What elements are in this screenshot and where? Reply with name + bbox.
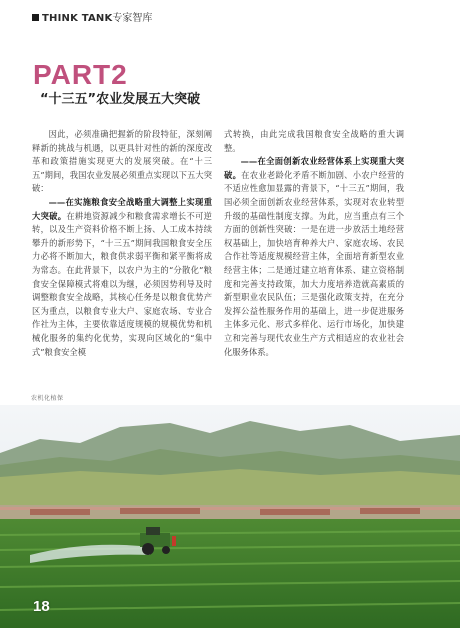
paragraph: 式转换，由此完成我国粮食安全战略的重大调整。: [224, 129, 404, 153]
section-name-cn: 专家智库: [112, 13, 153, 24]
part-heading: PART2: [33, 59, 128, 90]
paragraph-body: 在耕地资源减少和粮食需求增长不可逆转，以及生产资料价格不断上扬、人工成本持续攀升的新形势下，“十三五”期间我国粮食安全压力必将不断加大，粮食供求弱平衡和紧平衡将成为常态。在此背景下，以农户为主的“分散化”粮食安全保障模式将难以为继，必须因势利导及时调整粮食安全战略，其核心任务是以粮食优势产区为重点，以粮食专业大户、家庭农场、专业合作社为主体，主要依靠适度规模的规模优势和机械化服务的集约化优势，实现向区域化的“集中式”粮食安全模: [32, 210, 212, 357]
section-name-en: THINK TANK: [42, 13, 113, 24]
left-column: [32, 128, 212, 359]
paragraph-body: 在农业老龄化矛盾不断加剧、小农户经营的不适应性愈加显露的背景下，“十三五”期间，我国必须全面创新农业经营体系，实现对农业转型升级的基础性制度支撑。为此，应当重点有三个方面的创新性突破：一是在进一步放活土地经营权基础上，加快培育种养大户、家庭农场、农民合作社等适度规模经营主体，全面培育新型农业经营主体；二是通过建立培育体系、建立资格制度和完善支持政策，加大力度培养造就高素质的新型职业农民队伍；三是强化政策支持，在充分发挥公益性服务作用的基础上，进一步促进服务主体多元化、形式多样化、运行市场化，加快建立和完善与现代农业生产方式相适应的农业社会化服务体系。: [224, 169, 404, 357]
farm-photo: [0, 405, 460, 628]
paragraph-lead: ——在全面创新农业经营体系上实现重大突破。: [224, 156, 404, 180]
page-number: 18: [33, 598, 50, 615]
paragraph: [224, 155, 404, 359]
article-subtitle: “十三五”农业发展五大突破: [40, 92, 201, 107]
section-header: [32, 13, 152, 25]
square-bullet-icon: [32, 14, 39, 21]
farm-landscape-image: [0, 405, 460, 628]
paragraph: [32, 196, 212, 359]
photo-caption: 农机化植保: [31, 395, 64, 402]
right-column: [224, 128, 404, 359]
paragraph-lead: ——在实施粮食安全战略重大调整上实现重大突破。: [32, 196, 212, 221]
paragraph: 因此，必须准确把握新的阶段特征，深刻阐释新的挑战与机遇，以更具针对性的新的深度改革和政策措施实现更大的发展突破。在“十三五”期间，我国农业发展必须重点实现以下五大突破：: [32, 129, 212, 194]
